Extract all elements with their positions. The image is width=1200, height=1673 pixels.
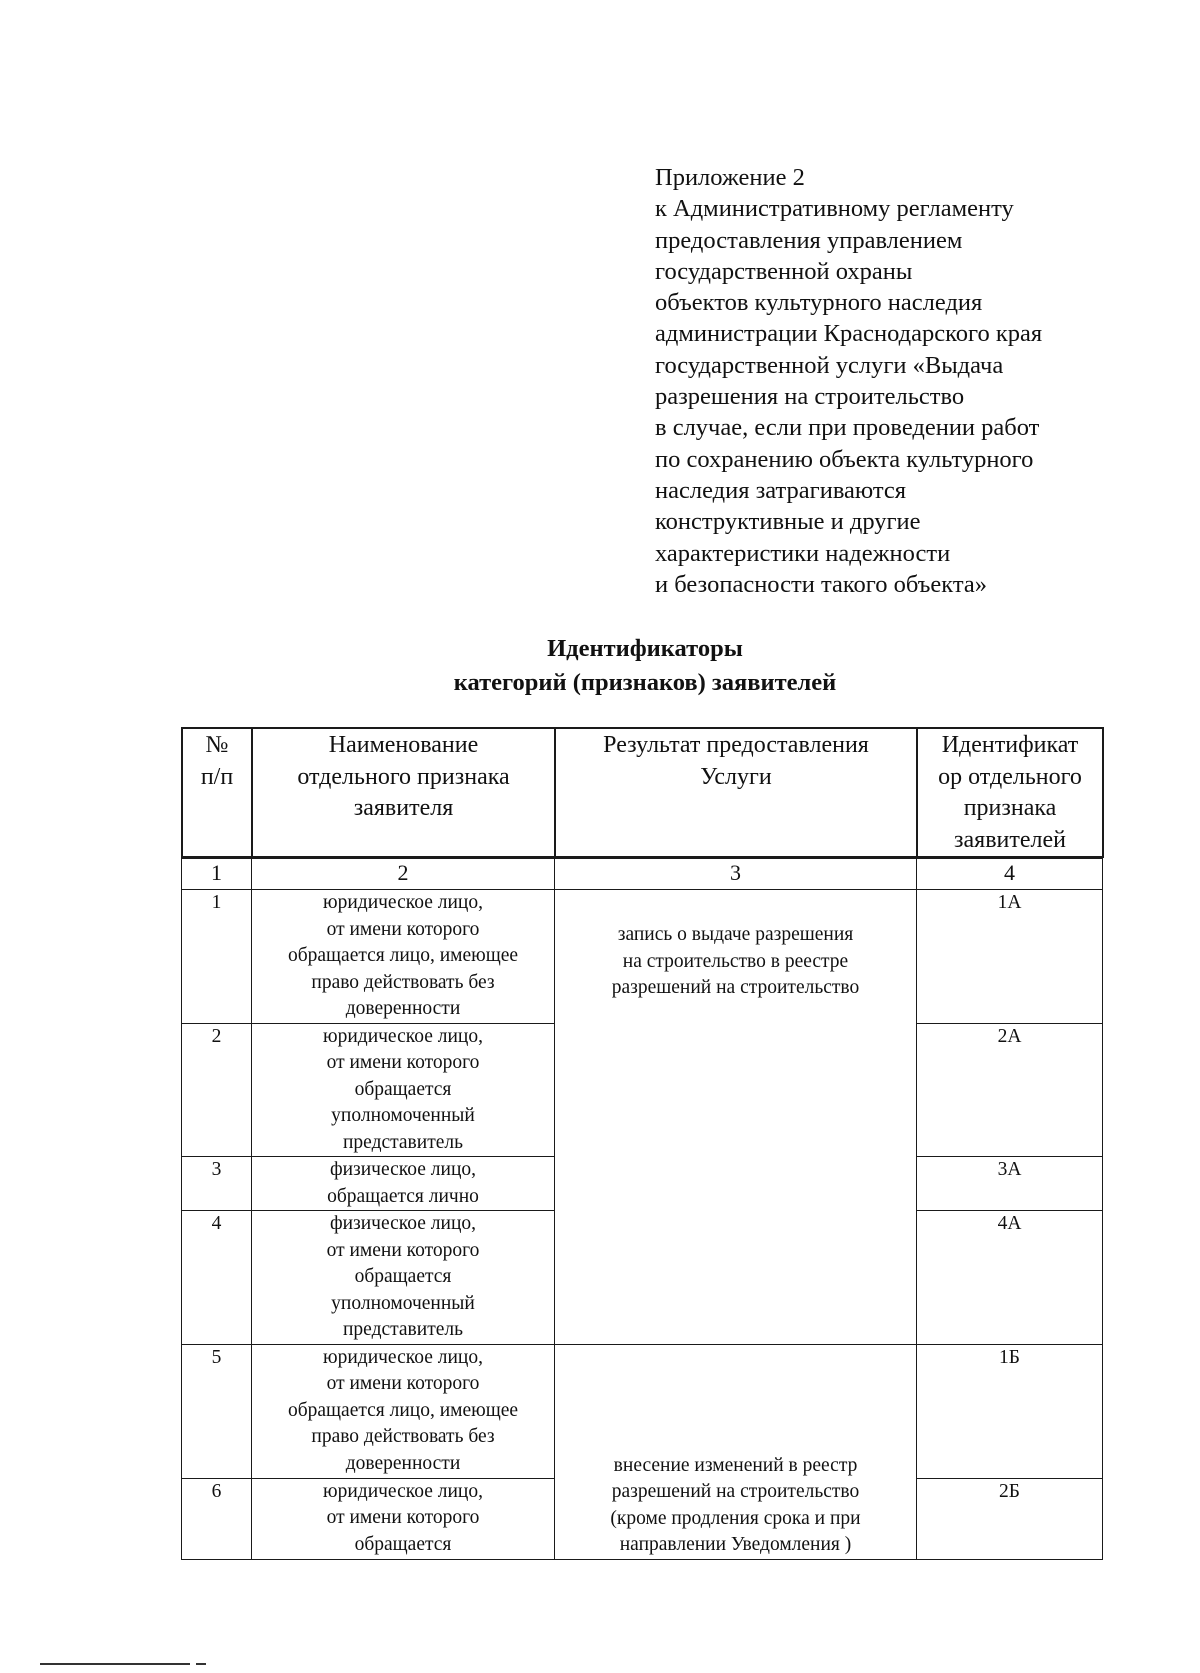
row-number: 2 <box>182 1023 252 1157</box>
table-header <box>181 727 1104 858</box>
appendix-line: конструктивные и другие <box>655 508 921 536</box>
appendix-line: Приложение 2 <box>655 164 805 191</box>
row-number: 5 <box>182 1344 252 1478</box>
appendix-line: разрешения на строительство <box>655 383 965 411</box>
row-applicant-name: юридическое лицо, от имени которого обращается лицо, имеющее право действовать без доверенности <box>252 1344 555 1478</box>
appendix-line: характеристики надежности <box>655 539 951 567</box>
appendix-line: администрации Краснодарского края <box>655 320 1043 348</box>
row-number: 3 <box>182 1157 252 1211</box>
appendix-line: к Административному регламенту <box>655 195 1014 223</box>
row-identifier: 4А <box>917 1211 1103 1345</box>
header-cell-result: Результат предоставления Услуги <box>555 728 917 857</box>
appendix-line: государственной услуги «Выдача <box>655 351 1004 379</box>
row-applicant-name: юридическое лицо, от имени которого обращается <box>252 1478 555 1559</box>
row-applicant-name: юридическое лицо, от имени которого обращается лицо, имеющее право действовать без доверенности <box>252 890 555 1024</box>
document-title <box>300 632 990 700</box>
header-row <box>182 728 1103 857</box>
header-cell-name: Наименование отдельного признака заявителя <box>252 728 555 857</box>
appendix-line: предоставления управлением <box>655 226 963 254</box>
row-identifier: 2А <box>917 1023 1103 1157</box>
table-body <box>181 858 1103 1560</box>
row-identifier: 1Б <box>917 1344 1103 1478</box>
appendix-line: государственной охраны <box>655 257 913 285</box>
table-row <box>182 1344 1103 1478</box>
row-identifier: 3А <box>917 1157 1103 1211</box>
column-number: 1 <box>182 859 252 890</box>
appendix-line: наследия затрагиваются <box>655 476 907 504</box>
table-row <box>182 890 1103 1024</box>
result-cell-group-b: внесение изменений в реестр разрешений на строительство (кроме продления срока и при направлении Уведомления ) <box>555 1344 917 1559</box>
appendix-line: в случае, если при проведении работ <box>655 414 1040 442</box>
row-number: 4 <box>182 1211 252 1345</box>
row-identifier: 2Б <box>917 1478 1103 1559</box>
row-applicant-name: физическое лицо, от имени которого обращается уполномоченный представитель <box>252 1211 555 1345</box>
result-cell-group-a: запись о выдаче разрешения на строительство в реестре разрешений на строительство <box>555 890 917 1345</box>
row-number: 6 <box>182 1478 252 1559</box>
header-cell-number: № п/п <box>182 728 252 857</box>
row-number: 1 <box>182 890 252 1024</box>
scan-artifact-dash <box>196 1663 206 1665</box>
title-line-2: категорий (признаков) заявителей <box>453 669 837 696</box>
row-identifier: 1А <box>917 890 1103 1024</box>
column-number-row <box>182 859 1103 890</box>
appendix-line: и безопасности такого объекта» <box>655 570 987 598</box>
appendix-line: объектов культурного наследия <box>655 289 983 317</box>
column-number: 3 <box>555 859 917 890</box>
header-cell-identifier: Идентификат ор отдельного признака заявителей <box>917 728 1103 857</box>
title-line-1: Идентификаторы <box>547 635 743 662</box>
appendix-line: по сохранению объекта культурного <box>655 445 1034 473</box>
column-number: 2 <box>252 859 555 890</box>
row-applicant-name: юридическое лицо, от имени которого обращается уполномоченный представитель <box>252 1023 555 1157</box>
row-applicant-name: физическое лицо, обращается лично <box>252 1157 555 1211</box>
column-number: 4 <box>917 859 1103 890</box>
scan-artifact-line <box>40 1663 190 1665</box>
appendix-heading <box>655 162 1175 600</box>
